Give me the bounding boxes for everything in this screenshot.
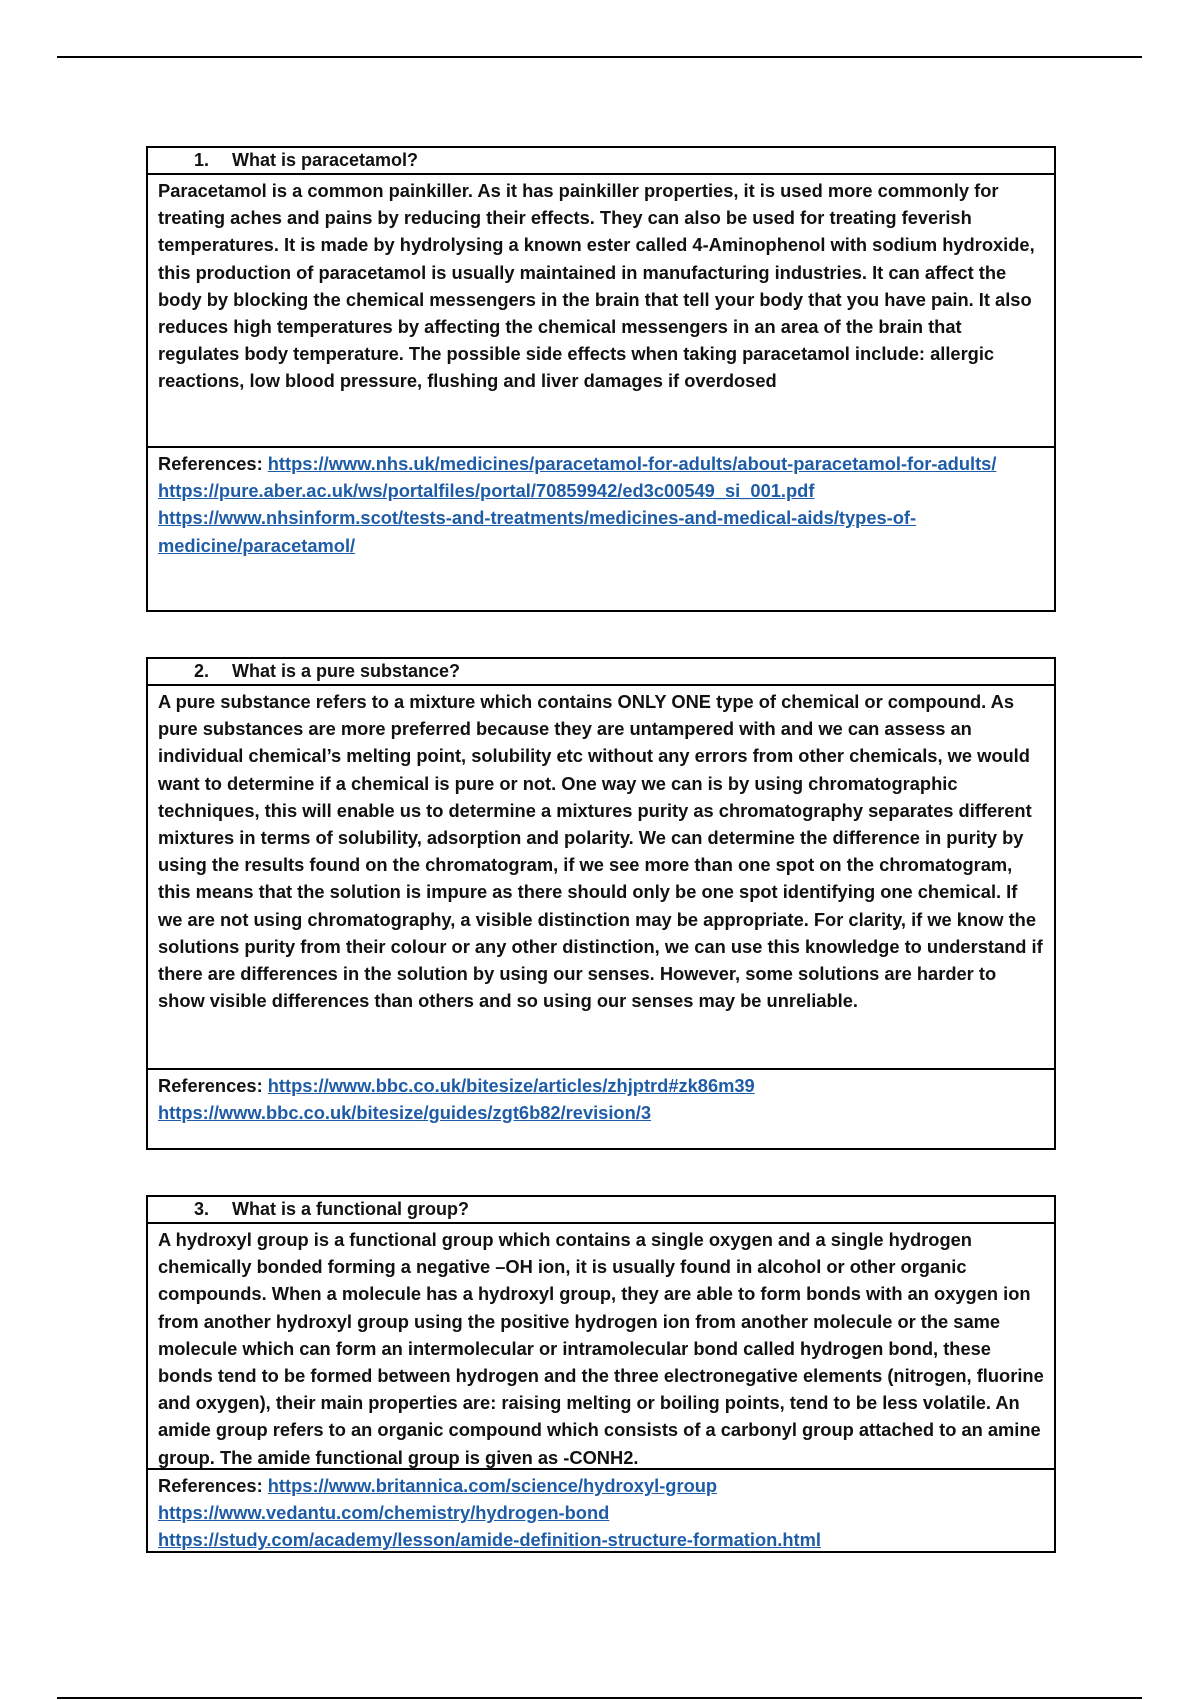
question-1-heading [148, 148, 1054, 175]
references-label: References: [158, 1075, 263, 1096]
question-3-box [146, 1195, 1056, 1553]
question-3-number: 3. [194, 1199, 210, 1219]
header-rule [57, 56, 1142, 58]
question-3-answer-text: A hydroxyl group is a functional group which contains a single oxygen and a single hydrogen chemically bonded forming a negative –OH ion, it is usually found in alcohol or other organic compounds. When a molecule has a hydroxyl group, they are able to form bonds with an oxygen ion from another hydroxyl group using the positive hydrogen ion from another molecule or the same molecule which can form an intermolecular or intramolecular bond called hydrogen bond, these bonds tend to be formed between hydrogen and the three electronegative elements (nitrogen, fluorine and oxygen), their main properties are: raising melting or boiling points, tend to be less volatile. An amide group refers to an organic compound which consists of a carbonyl group attached to an amine group. The amide functional group is given as -CONH2. [158, 1229, 1044, 1468]
references-label: References: [158, 453, 263, 474]
question-1-answer [148, 175, 1054, 448]
question-1-box [146, 146, 1056, 612]
question-2-heading [148, 659, 1054, 686]
question-3-heading [148, 1197, 1054, 1224]
reference-link[interactable]: https://www.nhsinform.scot/tests-and-treatments/medicines-and-medical-aids/types-of-medicine/paracetamol/ [158, 507, 917, 556]
reference-link[interactable]: https://www.britannica.com/science/hydroxyl-group [267, 1475, 718, 1496]
footer-rule [57, 1697, 1142, 1699]
question-1-answer-text: Paracetamol is a common painkiller. As it has painkiller properties, it is used more commonly for treating aches and pains by reducing their effects. They can also be used for treating feverish temperatures. It is made by hydrolysing a known ester called 4-Aminophenol with sodium hydroxide, this production of paracetamol is usually maintained in manufacturing industries. It can affect the body by blocking the chemical messengers in the brain that tell your body that you have pain. It also reduces high temperatures by affecting the chemical messengers in an area of the brain that regulates body temperature. The possible side effects when taking paracetamol include: allergic reactions, low blood pressure, flushing and liver damages if overdosed [158, 180, 1035, 392]
reference-link[interactable]: https://www.nhs.uk/medicines/paracetamol-for-adults/about-paracetamol-for-adults/ [267, 453, 997, 474]
references-label: References: [158, 1475, 263, 1496]
reference-link[interactable]: https://www.vedantu.com/chemistry/hydrogen-bond [158, 1502, 610, 1524]
question-2-answer-text: A pure substance refers to a mixture which contains ONLY ONE type of chemical or compound. As pure substances are more preferred because they are untampered with and we can assess an individual chemical’s melting point, solubility etc without any errors from other chemicals, we would want to determine if a chemical is pure or not. One way we can is by using chromatographic techniques, this will enable us to determine a mixtures purity as chromatography separates different mixtures in terms of solubility, adsorption and polarity. We can determine the difference in purity by using the results found on the chromatogram, if we see more than one spot on the chromatogram, this means that the solution is impure as there should only be one spot identifying one chemical. If we are not using chromatography, a visible distinction may be appropriate. For clarity, if we know the solutions purity from their colour or any other distinction, we can use this knowledge to understand if there are differences in the solution by using our senses. However, some solutions are harder to show visible differences than others and so using our senses may be unreliable. [158, 691, 1043, 1012]
question-2-box [146, 657, 1056, 1150]
question-3-answer [148, 1224, 1054, 1470]
question-3-title: What is a functional group? [232, 1199, 469, 1219]
question-2-title: What is a pure substance? [232, 661, 461, 681]
question-2-references [148, 1070, 1054, 1126]
question-1-references [148, 448, 1054, 559]
reference-link[interactable]: https://pure.aber.ac.uk/ws/portalfiles/portal/70859942/ed3c00549_si_001.pdf [158, 480, 815, 502]
question-3-references [148, 1470, 1054, 1554]
question-1-title: What is paracetamol? [232, 150, 419, 170]
reference-link[interactable]: https://www.bbc.co.uk/bitesize/articles/zhjptrd#zk86m39 [267, 1075, 755, 1096]
question-2-answer [148, 686, 1054, 1070]
reference-link[interactable]: https://www.bbc.co.uk/bitesize/guides/zgt6b82/revision/3 [158, 1102, 652, 1124]
question-2-number: 2. [194, 661, 210, 681]
question-1-number: 1. [194, 150, 210, 170]
reference-link[interactable]: https://study.com/academy/lesson/amide-definition-structure-formation.html [158, 1529, 821, 1551]
